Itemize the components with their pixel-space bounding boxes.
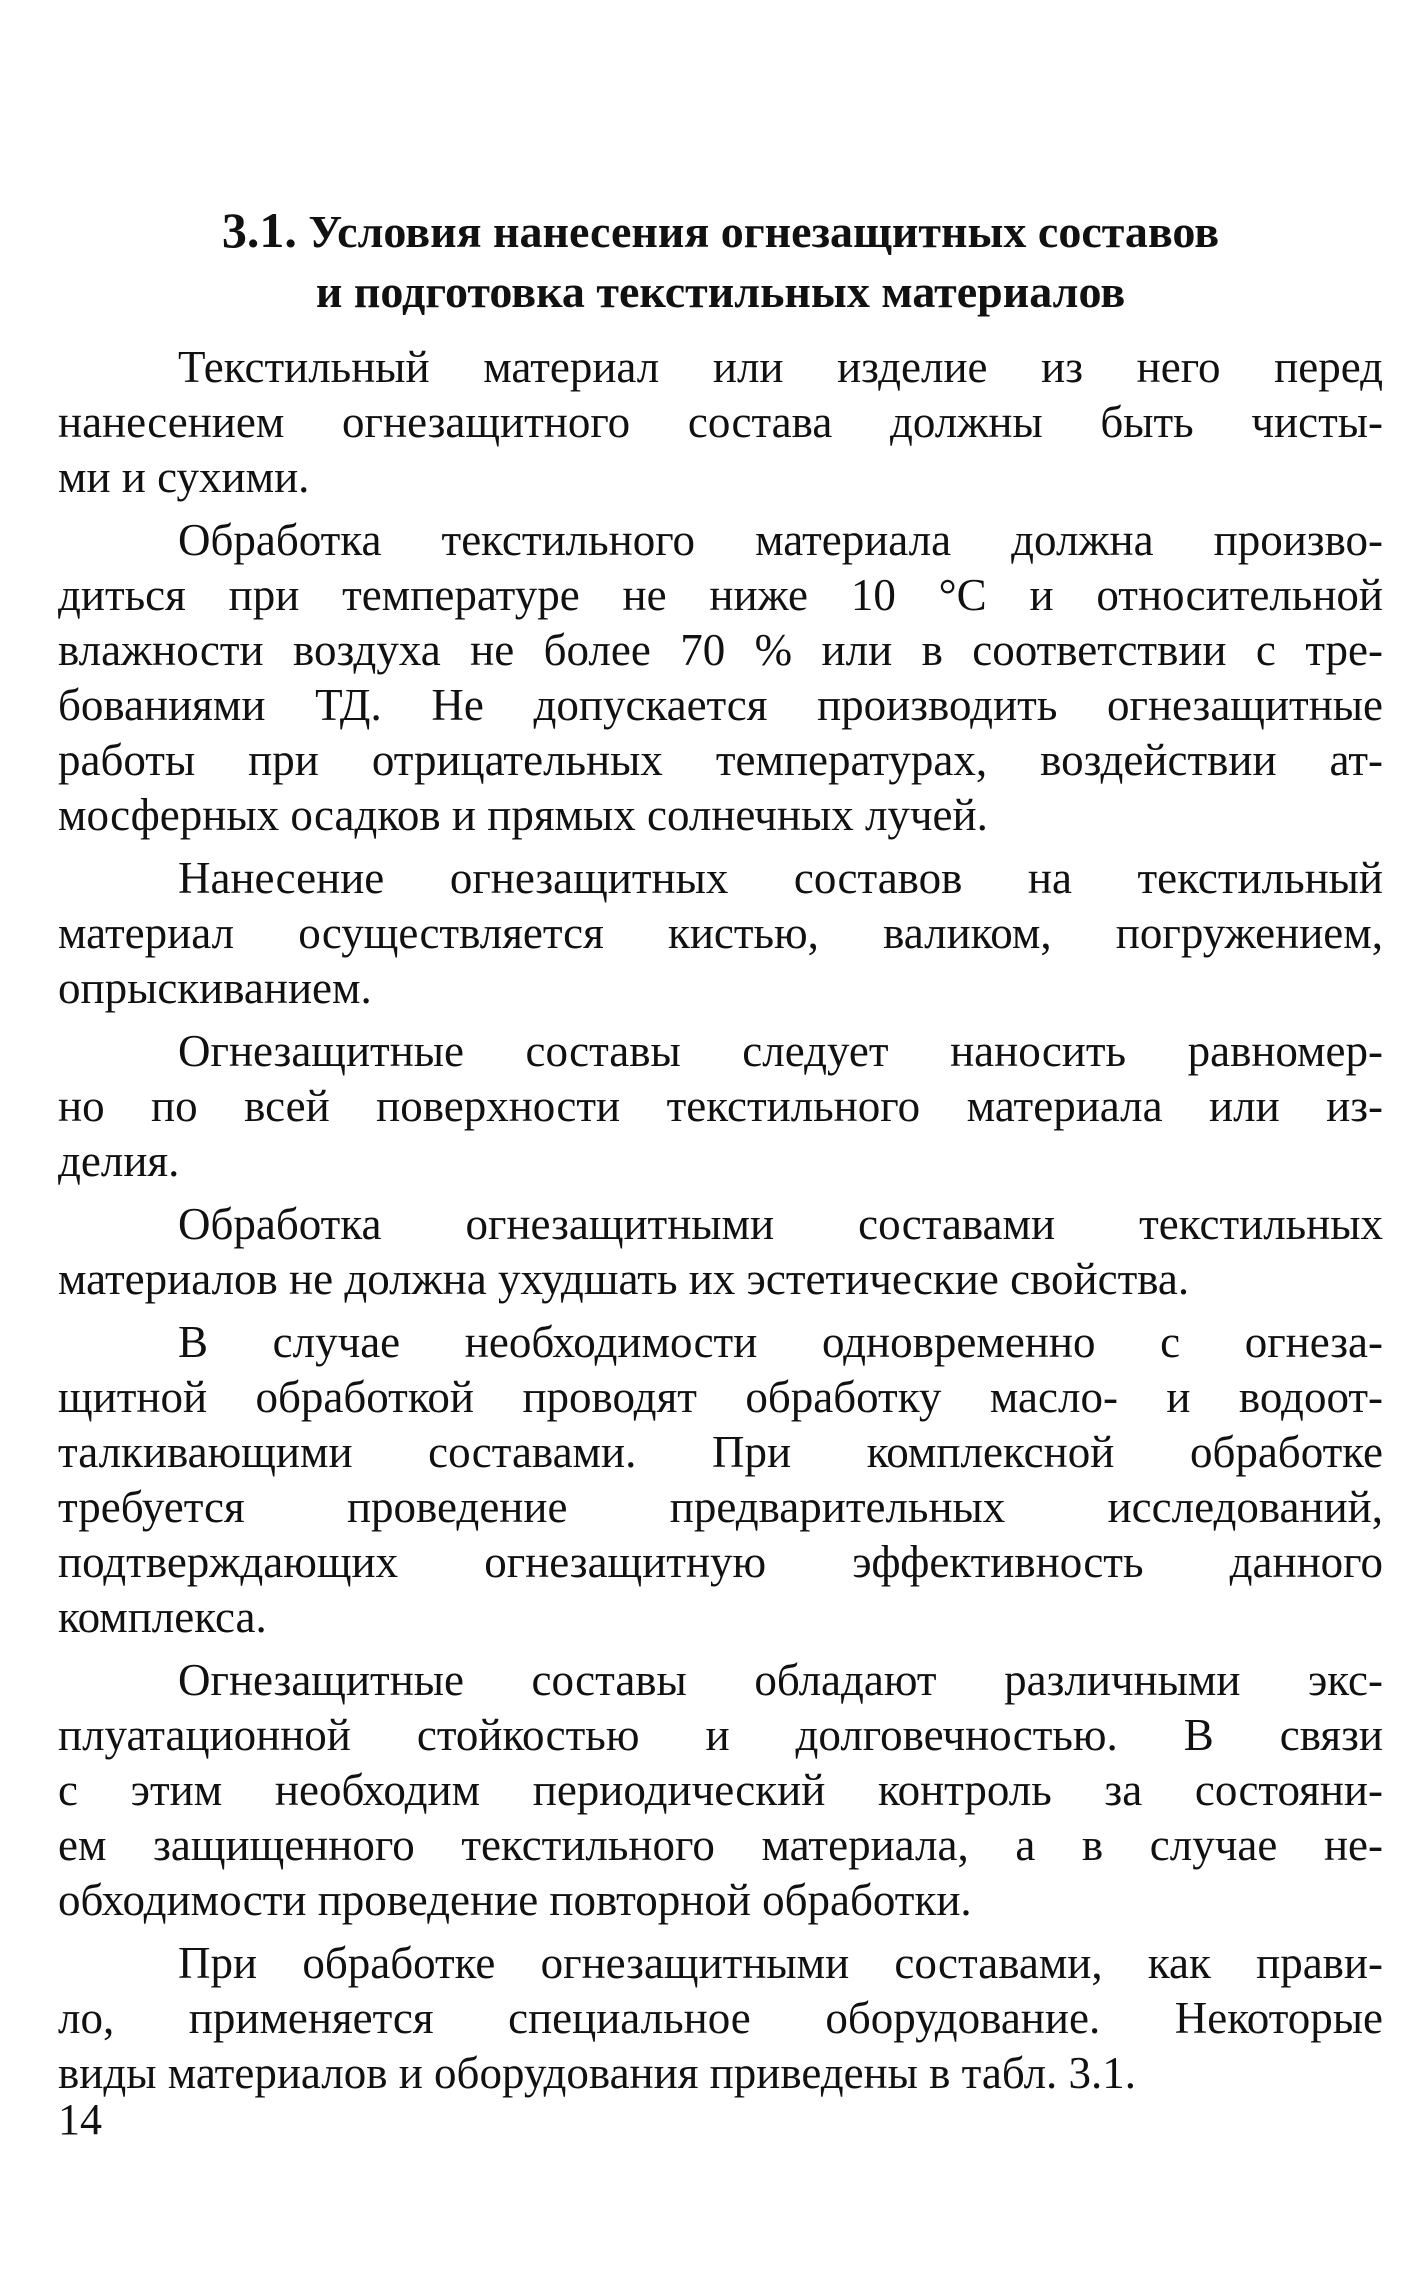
paragraph-line: Огнезащитные составы следует наносить равномер- (178, 1026, 1383, 1076)
paragraph-line: Обработка огнезащитными составами текстильных (178, 1199, 1383, 1249)
section-heading (58, 200, 1383, 322)
paragraph (58, 513, 1383, 843)
paragraph-line: щитной обработкой проводят обработку масло- и водоот- (58, 1372, 1383, 1422)
paragraph-line: Текстильный материал или изделие из него перед (178, 342, 1383, 392)
paragraph (58, 851, 1383, 1016)
paragraph-line: Нанесение огнезащитных составов на текстильный (178, 853, 1383, 903)
document-page (58, 200, 1383, 2109)
paragraph-line: с этим необходим периодический контроль за состояни- (58, 1765, 1383, 1815)
paragraph-line: работы при отрицательных температурах, воздействии ат- (58, 735, 1383, 785)
paragraph-line: Обработка текстильного материала должна произво- (178, 515, 1383, 565)
page-number: 14 (58, 2095, 102, 2144)
paragraph-line: нанесением огнезащитного состава должны быть чисты- (58, 397, 1383, 447)
section-title-part-1: Условия нанесения огнезащитных составов (308, 206, 1220, 257)
paragraph (58, 1936, 1383, 2101)
paragraph-line: бованиями ТД. Не допускается производить огнезащитные (58, 680, 1383, 730)
paragraph-line: опрыскиванием. (58, 963, 372, 1013)
paragraph-line: материал осуществляется кистью, валиком, погружением, (58, 908, 1383, 958)
paragraph-line: материалов не должна ухудшать их эстетические свойства. (58, 1254, 1190, 1304)
paragraph-line: ло, применяется специальное оборудование. Некоторые (58, 1993, 1383, 2043)
paragraph-line: но по всей поверхности текстильного материала или из- (58, 1081, 1383, 1131)
paragraph-line: Огнезащитные составы обладают различными экс- (178, 1655, 1383, 1705)
paragraph-line: обходимости проведение повторной обработки. (58, 1875, 972, 1925)
body-text (58, 340, 1383, 2101)
paragraph-line: подтверждающих огнезащитную эффективность данного (58, 1537, 1383, 1587)
paragraph (58, 1197, 1383, 1307)
paragraph-line: ем защищенного текстильного материала, а в случае не- (58, 1820, 1383, 1870)
paragraph-line: комплекса. (58, 1592, 267, 1642)
paragraph-line: талкивающими составами. При комплексной обработке (58, 1427, 1383, 1477)
paragraph-line: ми и сухими. (58, 452, 310, 502)
paragraph-line: влажности воздуха не более 70 % или в соответствии с тре- (58, 625, 1383, 675)
section-title-part-2: и подготовка текстильных материалов (315, 266, 1126, 317)
paragraph-line: виды материалов и оборудования приведены в табл. 3.1. (58, 2048, 1137, 2098)
paragraph-line: При обработке огнезащитными составами, как прави- (178, 1938, 1383, 1988)
section-heading-line-1 (58, 200, 1383, 262)
paragraph (58, 1315, 1383, 1645)
paragraph-line: плуатационной стойкостью и долговечностью. В связи (58, 1710, 1383, 1760)
paragraph-line: мосферных осадков и прямых солнечных лучей. (58, 790, 988, 840)
paragraph-line: диться при температуре не ниже 10 °С и относительной (58, 570, 1383, 620)
paragraph (58, 1024, 1383, 1189)
paragraph (58, 1653, 1383, 1928)
paragraph-line: требуется проведение предварительных исследований, (58, 1482, 1383, 1532)
paragraph-line: В случае необходимости одновременно с огнеза- (178, 1317, 1383, 1367)
section-number: 3.1. (221, 202, 297, 258)
paragraph (58, 340, 1383, 505)
paragraph-line: делия. (58, 1136, 180, 1186)
